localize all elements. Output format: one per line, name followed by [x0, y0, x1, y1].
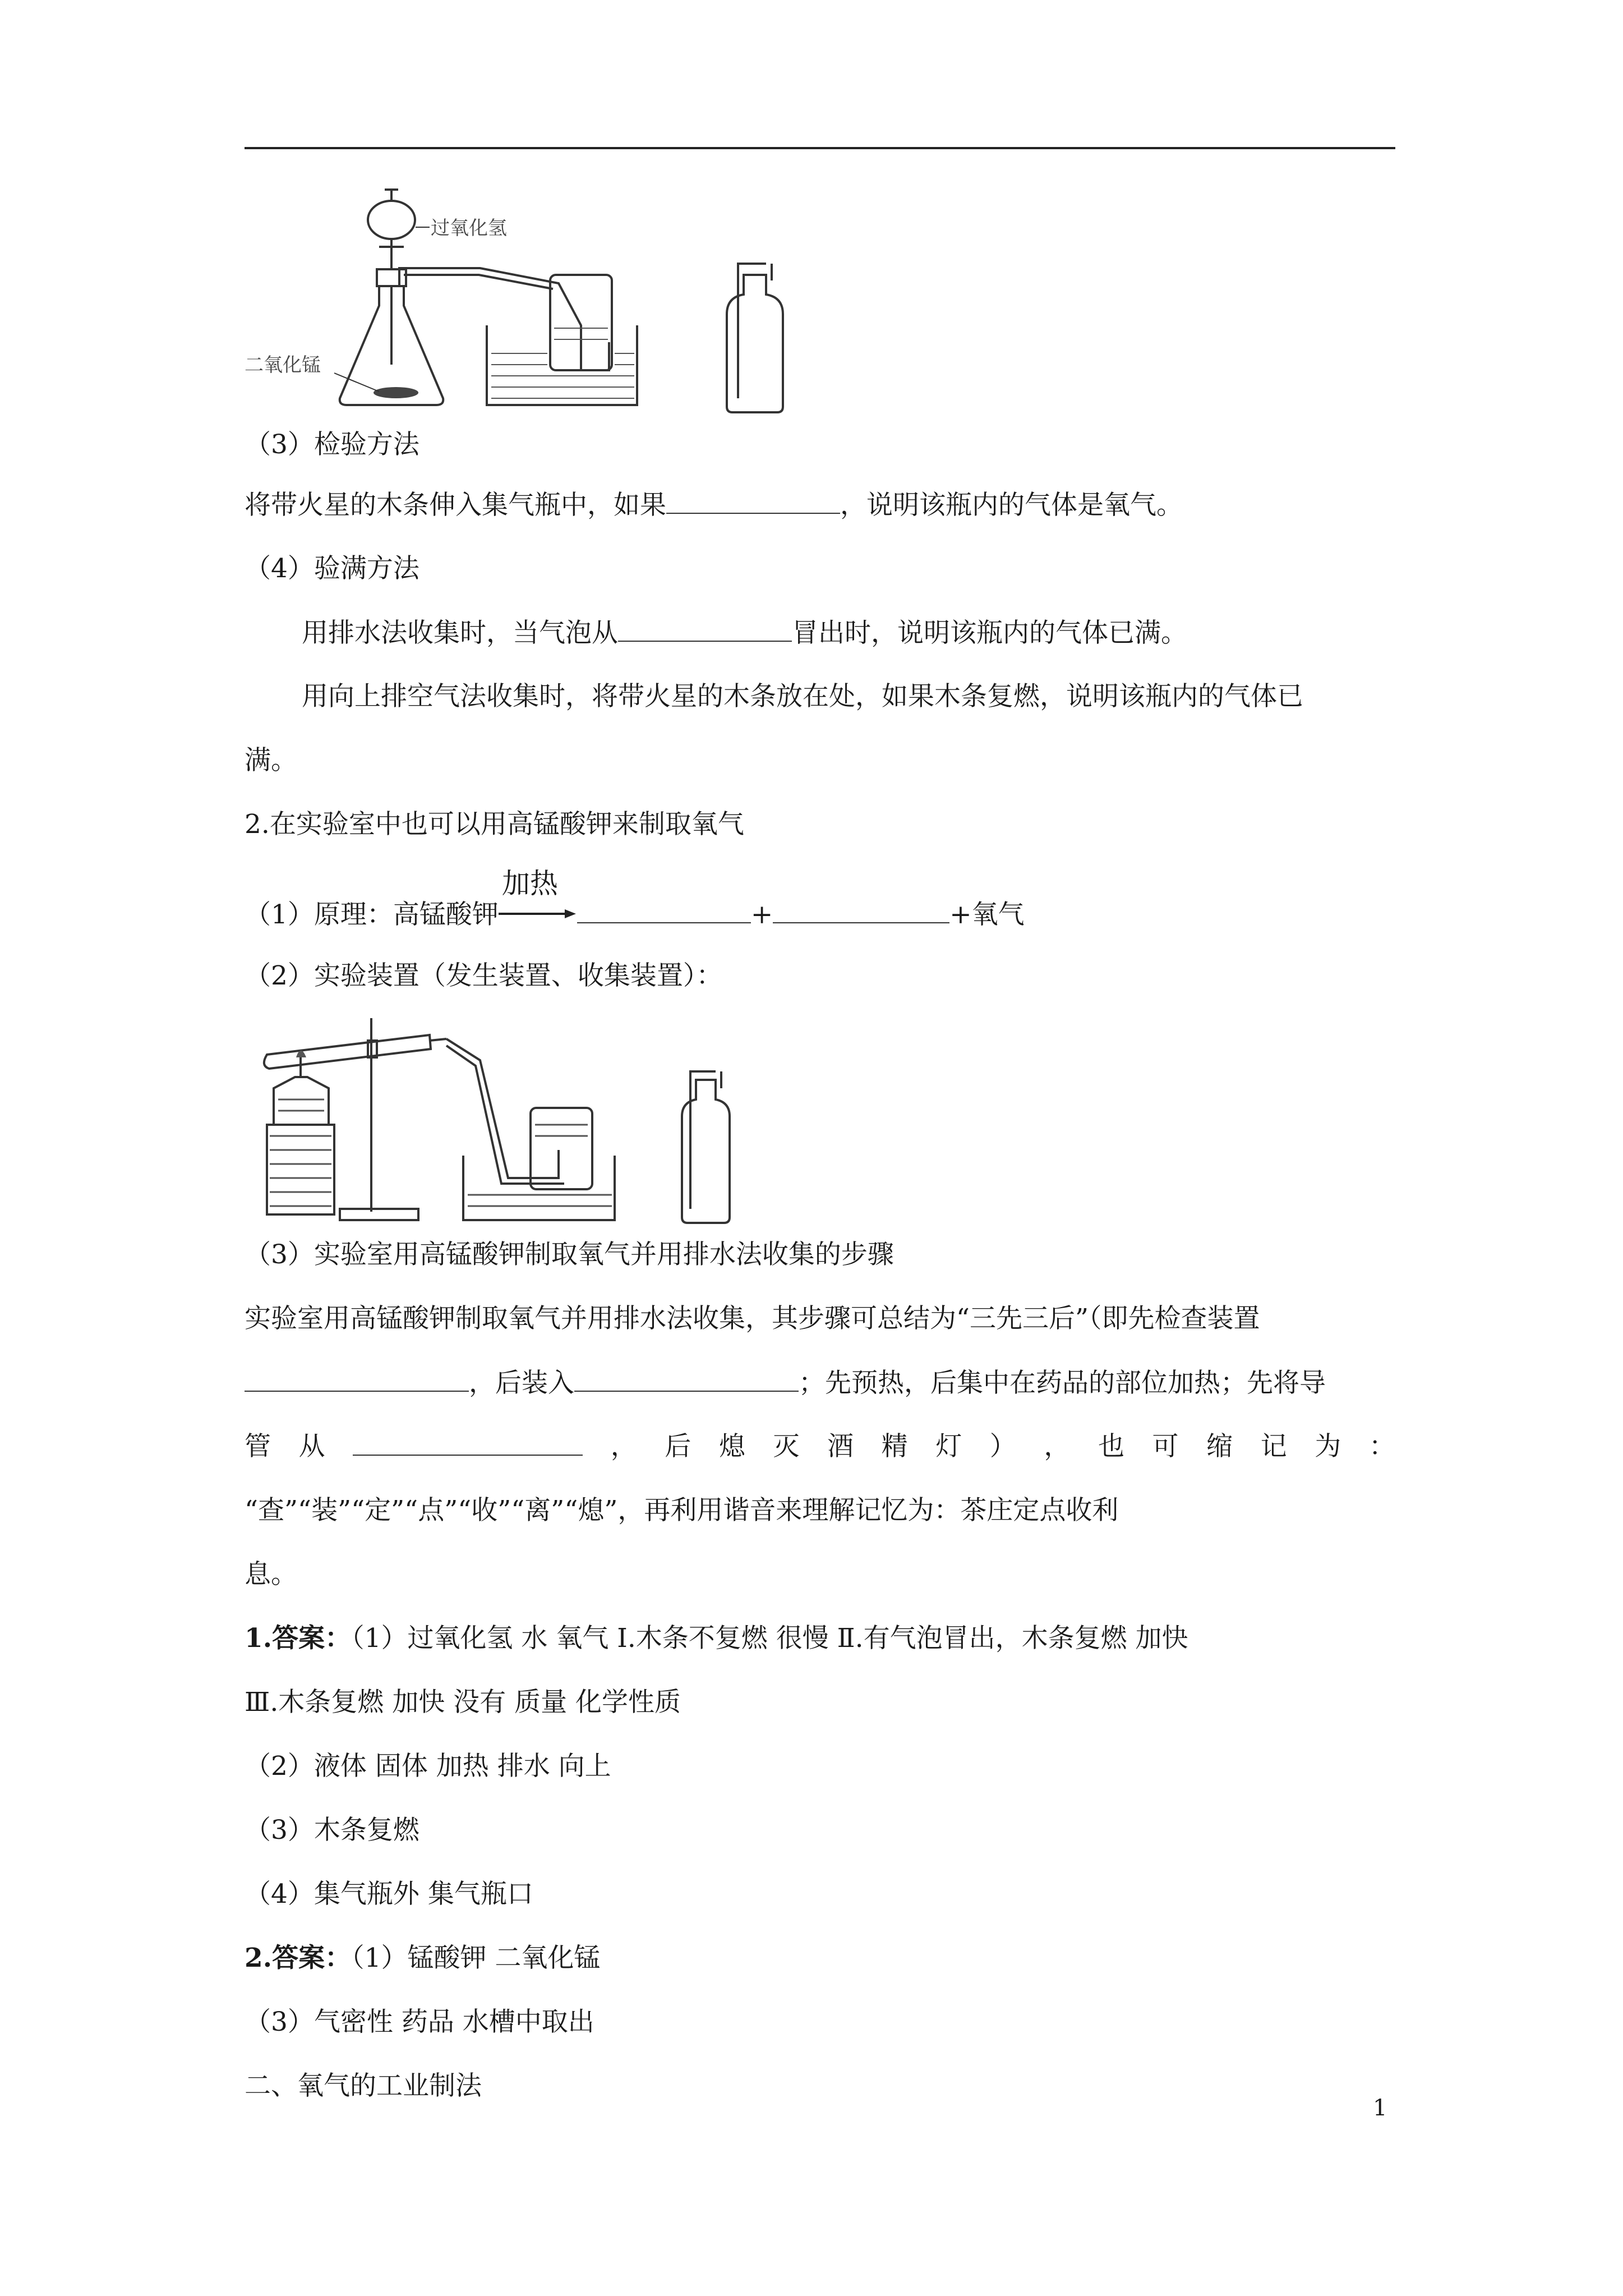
text-steps-3: 管 从 ， 后 熄 灭 酒 精 灯 ） ， 也 可 缩 记 为 ： [245, 1431, 1395, 1462]
text-test-method-heading: （3）检验方法 [245, 429, 419, 460]
section-heading-industrial: 二、氧气的工业制法 [245, 2070, 482, 2101]
text-check-full-heading: （4）验满方法 [245, 553, 419, 584]
text-check-full-water: 用排水法收集时，当气泡从 冒出时，说明该瓶内的气体已满。 [302, 616, 1187, 650]
blank-1[interactable] [666, 488, 840, 514]
label-hydrogen-peroxide: 过氧化氢 [431, 217, 507, 240]
figure-hydrogen-peroxide-apparatus [245, 185, 839, 421]
text-steps-1: 实验室用高锰酸钾制取氧气并用排水法收集，其步骤可总结为“三先三后”（即先检查装置 [245, 1303, 1260, 1334]
figure-potassium-permanganate-apparatus [245, 1010, 805, 1228]
blank-7[interactable] [353, 1430, 583, 1456]
text-steps-4: “查”“装”“定”“点”“收”“离”“熄”，再利用谐音来理解记忆为：茶庄定点收利 [245, 1495, 1119, 1526]
label-manganese-dioxide: 二氧化锰 [245, 354, 321, 376]
answer-1-4: （4）集气瓶外 集气瓶口 [245, 1879, 533, 1910]
answer-2-3: （3）气密性 药品 水槽中取出 [245, 2007, 594, 2037]
text-apparatus-heading: （2）实验装置（发生装置、收集装置）： [245, 960, 723, 991]
blank-3[interactable] [577, 898, 751, 923]
blank-2[interactable] [618, 616, 792, 642]
blank-4[interactable] [773, 898, 949, 923]
blank-6[interactable] [574, 1366, 799, 1392]
section-heading-kmno4: 2.在实验室中也可以用高锰酸钾来制取氧气 [245, 809, 744, 840]
text-steps-5: 息。 [245, 1559, 297, 1590]
text-full: 满。 [245, 745, 297, 776]
text-check-full-air: 用向上排空气法收集时，将带火星的木条放在处，如果木条复燃，说明该瓶内的气体已 [302, 681, 1303, 712]
text-steps-2: ，后装入 ；先预热，后集中在药品的部位加热；先将导 [245, 1366, 1326, 1400]
answer-1-2: （2）液体 固体 加热 排水 向上 [245, 1751, 611, 1782]
blank-5[interactable] [245, 1366, 469, 1392]
answer-2: 2.答案：（1）锰酸钾 二氧化锰 [245, 1943, 601, 1973]
page-number: 1 [1373, 2095, 1387, 2121]
heat-arrow [499, 867, 577, 932]
header-rule [245, 147, 1395, 149]
text-test-method: 将带火星的木条伸入集气瓶中，如果 ，说明该瓶内的气体是氧气。 [245, 488, 1183, 522]
text-steps-heading: （3）实验室用高锰酸钾制取氧气并用排水法收集的步骤 [245, 1239, 894, 1270]
answer-1-3: （3）木条复燃 [245, 1815, 419, 1846]
text-principle: （1）原理：高锰酸钾 加热 + +氧气 [245, 898, 1025, 931]
heat-label: 加热 [501, 867, 558, 900]
answer-1-cont: Ⅲ.木条复燃 加快 没有 质量 化学性质 [245, 1687, 681, 1718]
answer-1: 1.答案：（1）过氧化氢 水 氧气 Ⅰ.木条不复燃 很慢 Ⅱ.有气泡冒出，木条复燃 加快 [245, 1623, 1188, 1654]
